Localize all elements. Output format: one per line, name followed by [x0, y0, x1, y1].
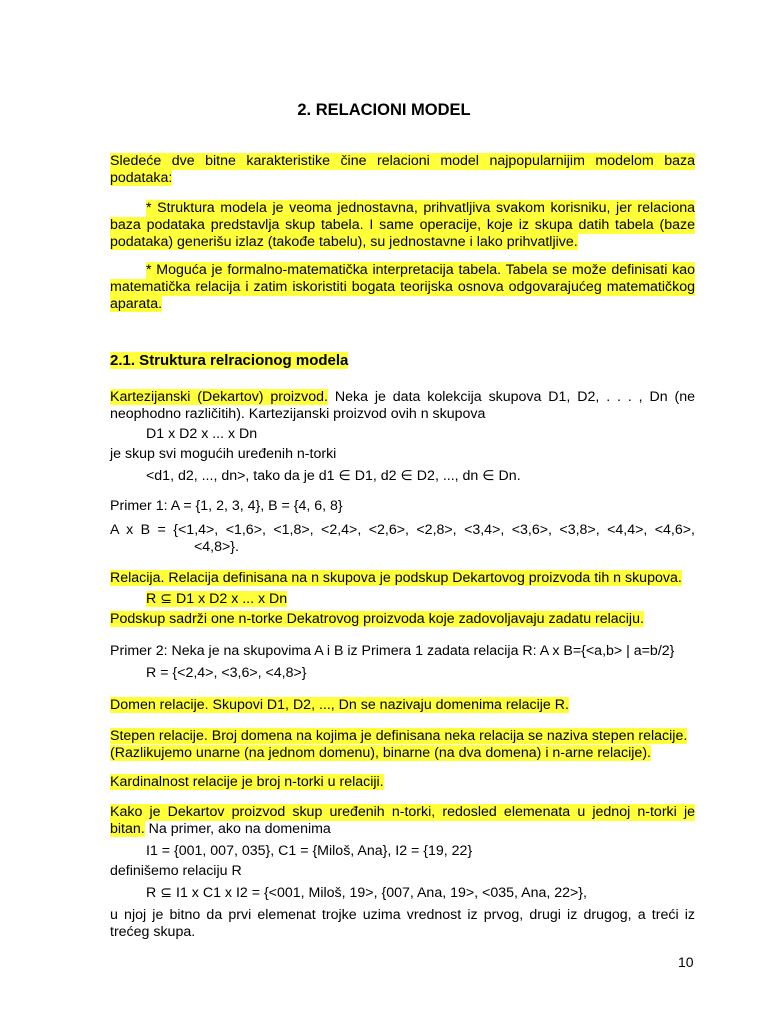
relacija-formula: R ⊆ D1 x D2 x ... x Dn [146, 591, 288, 607]
kartez-formula: D1 x D2 x ... x Dn [146, 426, 258, 442]
kartez-line-4: je skup svi mogućih uređenih n-torki [110, 446, 337, 462]
kako-domains: I1 = {001, 007, 035}, C1 = {Miloš, Ana}, I2 = {19, 22} [146, 843, 473, 859]
kardinalnost-line: Kardinalnost relacije je broj n-torki u relaciji. [110, 774, 384, 790]
kartez-line-1 [110, 389, 695, 406]
bullet-2-line-3: aparata. [110, 296, 163, 312]
section-heading: 2.1. Struktura relracionog modela [110, 352, 349, 369]
bullet-2-line-1: * Moguća je formalno-matematička interpretacija tabela. Tabela se može definisati kao [146, 262, 695, 278]
bullet-1-line-1: * Struktura modela je veoma jednostavna, prihvatljiva svakom korisniku, jer relaciona [146, 200, 695, 216]
kako-relation: R ⊆ I1 x C1 x I2 = {<001, Miloš, 19>, {007, Ana, 19>, <035, Ana, 22>}, [146, 885, 587, 901]
kartez-tuple: <d1, d2, ..., dn>, tako da je d1 ∈ D1, d2 ∈ D2, ..., dn ∈ Dn. [146, 468, 521, 484]
chapter-title: 2. RELACIONI MODEL [297, 101, 471, 119]
kako-line-2 [110, 821, 331, 838]
bullet-1-line-2: baza podataka predstavlja skup tabela. I same operacije, koje iz skupa datih tabela (baze [110, 217, 695, 233]
kako-na-primer: Na primer, ako na domenima [144, 821, 331, 837]
kako-line-7: trećeg skupa. [110, 924, 196, 940]
stepen-line-1: Stepen relacije. Broj domena na kojima je definisana neka relacija se naziva stepen relacije. [110, 728, 688, 744]
intro-line-2: podataka: [110, 170, 173, 186]
domen-line: Domen relacije. Skupovi D1, D2, ..., Dn se nazivaju domenima relacije R. [110, 697, 569, 713]
kako-line-1: Kako je Dekartov proizvod skup uređenih n-torki, redosled elemenata u jednoj n-torki je [110, 804, 695, 820]
primer-1-line-1: Primer 1: A = {1, 2, 3, 4}, B = {4, 6, 8} [110, 498, 343, 514]
primer-1-line-3: <4,8>}. [194, 539, 239, 555]
primer-1-line-2: A x B = {<1,4>, <1,6>, <1,8>, <2,4>, <2,6>, <2,8>, <3,4>, <3,6>, <3,8>, <4,4>, <4,6>, [110, 522, 695, 538]
relacija-line-3: Podskup sadrži one n-torke Dekatrovog proizvoda koje zadovoljavaju zadatu relaciju. [110, 611, 644, 627]
bullet-2-line-2: matematička relacija i zatim iskoristiti bogata teorijska osnova odgovarajućeg matematičkog [110, 279, 695, 295]
kako-line-6: u njoj je bitno da prvi elemenat trojke uzima vrednost iz prvog, drugi iz drugog, a treći iz [110, 907, 695, 923]
primer-2-line-1: Primer 2: Neka je na skupovima A i B iz Primera 1 zadata relacija R: A x B={<a,b> | a=b/2} [110, 643, 675, 659]
intro-line-1: Sledeće dve bitne karakteristike čine relacioni model najpopularnijim modelom baza [110, 153, 695, 169]
bullet-1-line-3: podataka) generišu izlaz (takođe tabelu), su jednostavne i lako prihvatljive. [110, 234, 578, 250]
stepen-line-2: (Razlikujemo unarne (na jednom domenu), binarne (na dva domena) i n-arne relacije). [110, 745, 651, 761]
kako-bitan: bitan. [110, 821, 145, 837]
kartez-rest: Neka je data kolekcija skupova D1, D2, . . . , Dn (ne [334, 389, 695, 405]
primer-2-line-2: R = {<2,4>, <3,6>, <4,8>} [146, 665, 307, 681]
kartez-term: Kartezijanski (Dekartov) proizvod. [110, 389, 328, 405]
kako-line-4: definišemo relaciju R [110, 863, 242, 879]
kartez-line-2: neophodno različitih). Kartezijanski proizvod ovih n skupova [110, 406, 486, 422]
relacija-line-1: Relacija. Relacija definisana na n skupova je podskup Dekartovog proizvoda tih n skupova. [110, 570, 682, 586]
page-number: 10 [678, 954, 694, 970]
